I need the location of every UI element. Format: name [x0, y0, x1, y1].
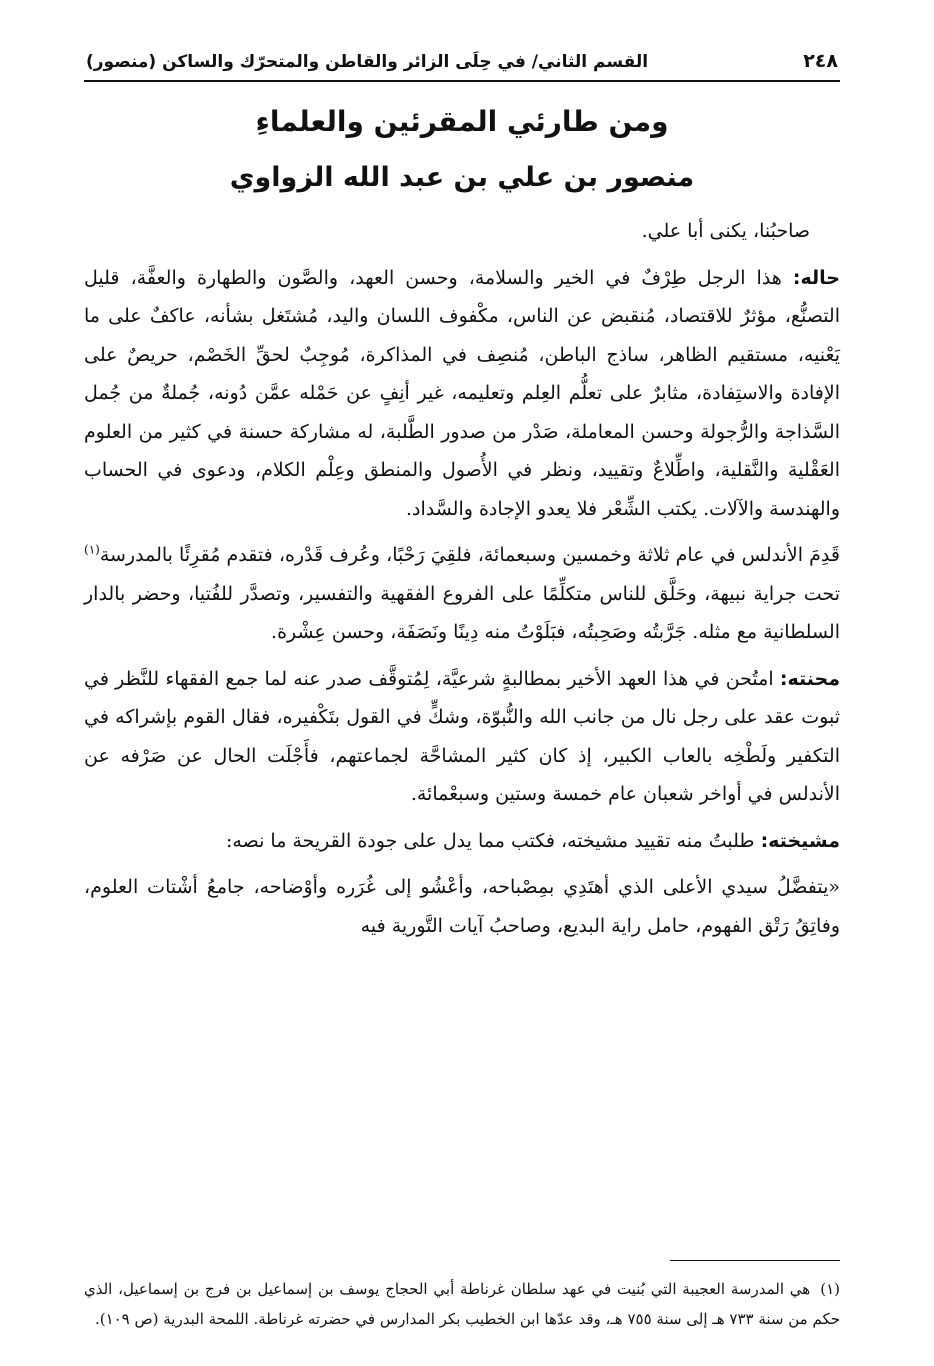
- footnote-rule: [670, 1260, 840, 1261]
- mihna-text: امتُحن في هذا العهد الأخير بمطالبةٍ شرعيَّة، لِمُتوقَّف صدر عنه لما جمع الفقهاء للنَّظر في ثبوت عقد على رجل نال من جانب الله والنُّبوّة، وشكٍّ في القول بتَكْفيره، فقال القوم بإشراكه في التكفير ولَطْخِه بالعاب الكبير، إذ كان كثير المشاحَّة لجماعتهم، فأَجْلَت الحال عن صَرْفه عن الأندلس في أواخر شعبان عام خمسة وستين وسبعْمائة.: [84, 667, 840, 805]
- intro-paragraph: [84, 212, 840, 251]
- header-rule: [84, 80, 840, 82]
- mashyakha-text: طلبتُ منه تقييد مشيخته، فكتب مما يدل على جودة القريحة ما نصه:: [226, 829, 755, 852]
- mashyakha-paragraph: [84, 822, 840, 861]
- mihna-paragraph: [84, 660, 840, 814]
- arrival-paragraph: [84, 536, 840, 652]
- arrival-text-after: تحت جراية نبيهة، وحَلَّق للناس متكلِّمًا على الفروع الفقهية والتفسير، وتصدَّر للفُتيا، وحضر بالدار السلطانية مع مثله. جَرَّبتُه وصَحِبتُه، فبَلَوْتُ منه دِينًا ونَصَفَة، وحسن عِشْرة.: [84, 582, 840, 643]
- entry-title: منصور بن علي بن عبد الله الزواوي: [229, 162, 695, 193]
- quote-paragraph: [84, 868, 840, 945]
- hal-label: حاله:: [792, 266, 840, 289]
- mihna-label: محنته:: [779, 667, 840, 690]
- intro-text: صاحبُنا، يكنى أبا علي.: [641, 220, 810, 242]
- hal-text: هذا الرجل طِرْفٌ في الخير والسلامة، وحسن العهد، والصَّون والطهارة والعفَّة، قليل التصنُّع، مؤثرٌ للاقتصاد، مُنقبض عن الناس، مكْفوف اللسان واليد، مُشتَغل بشأنه، عاكفٌ على ما يَعْنيه، مستقيم الظاهر، ساذج الباطن، مُنصِف في المذاكرة، مُوجِبٌ لحقِّ الخَصْم، حريصٌ على الإفادة والاستِفادة، مثابرٌ على تعلُّم العِلم وتعليمه، غير أنِفٍ عن حَمْله عمَّن دُونه، جُملةٌ من جُمل السَّذاجة والرُّجولة وحسن المعاملة، صَدْر من صدور الطَّلبة، له مشاركة حسنة في كثير من العلوم العَقْلية والنَّقلية، واطِّلاعٌ وتقييد، ونظر في الأُصول والمنطق وعِلْم الكلام، ودعوى في الحساب والهندسة والآلات. يكتب الشِّعْر فلا يعدو الإجادة والسَّداد.: [84, 266, 840, 520]
- running-header: [84, 50, 840, 80]
- quote-text: «يتفضَّلُ سيدي الأعلى الذي أهتَدِي بمِصْباحه، وأعْشُو إلى غُرَره وأوْضاحه، جامعُ أشْتات العلوم، وفاتِقُ رَتْق الفهوم، حامل راية البديع، وصاحبُ آيات التَّورية فيه: [84, 876, 840, 937]
- book-page: [84, 50, 840, 1340]
- footnote-reference[interactable]: (١): [84, 542, 100, 557]
- footnote-mark: (١): [820, 1280, 840, 1298]
- hal-paragraph: [84, 259, 840, 529]
- footnote: [84, 1274, 840, 1334]
- arrival-text-before: قَدِمَ الأندلس في عام ثلاثة وخمسين وسبعمائة، فلقِيَ رَحْبًا، وعُرف قَدْره، فتقدم مُقرِئًا بالمدرسة: [99, 544, 840, 566]
- section-title: ومن طارئي المقرئين والعلماءِ: [255, 105, 669, 138]
- footnote-text: هي المدرسة العجيبة التي بُنيت في عهد سلطان غرناطة أبي الحجاج يوسف بن إسماعيل بن فرج بن إسماعيل، الذي حكم من سنة ٧٣٣ هـ إلى سنة ٧٥٥ هـ، وقد عدّها ابن الخطيب بكر المدارس في حضرته غرناطة. اللمحة البدرية (ص ١٠٩).: [84, 1280, 840, 1328]
- running-title: القسم الثاني/ في حِلَى الزائر والقاطن والمتحرّك والساكن (منصور): [86, 52, 649, 72]
- page-number: ٢٤٨: [803, 50, 838, 72]
- mashyakha-label: مشيخته:: [760, 829, 840, 852]
